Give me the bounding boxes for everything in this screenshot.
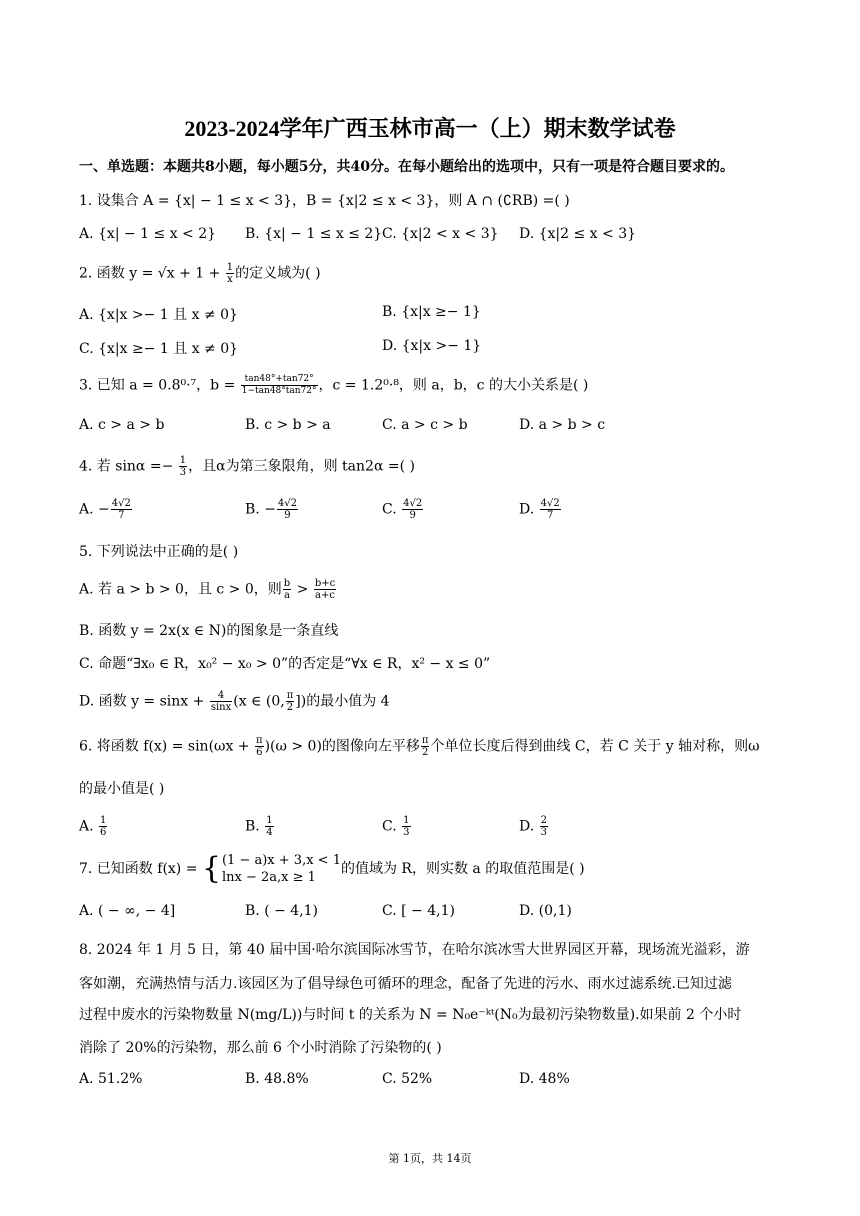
q8-option-a[interactable]: A. 51.2% <box>79 1071 143 1087</box>
q2-option-c[interactable]: C. {x|x ≥− 1 且 x ≠ 0} <box>79 341 239 357</box>
q6-post: 个单位长度后得到曲线 C，若 C 关于 y 轴对称，则ω <box>430 738 760 755</box>
q3-option-c[interactable]: C. a > c > b <box>382 417 468 433</box>
q4-option-c[interactable] <box>382 498 424 521</box>
section-heading: 一、单选题：本题共8小题，每小题5分，共40分。在每小题给出的选项中，只有一项是符合题目要求的。 <box>79 159 734 175</box>
q6-option-d[interactable] <box>519 815 549 838</box>
q6-b-frac <box>265 815 273 838</box>
q5-a-frac1 <box>283 578 291 601</box>
q7-case-2: lnx − 2a,x ≥ 1 <box>221 870 316 885</box>
question-8-line-1: 8. 2024 年 1 月 5 日，第 40 届中国·哈尔滨国际冰雪节，在哈尔滨冰雪大世界园区开幕，现场流光溢彩，游 <box>79 942 750 958</box>
question-5: 5. 下列说法中正确的是( ) <box>79 544 239 560</box>
q5-d-frac1 <box>210 690 232 713</box>
q1-option-b[interactable]: B. {x| − 1 ≤ x ≤ 2} <box>245 226 383 242</box>
question-8-line-4: 消除了 20%的污染物，那么前 6 个小时消除了污染物的( ) <box>79 1040 442 1056</box>
q5-d-mid: (x ∈ (0, <box>233 693 285 710</box>
q7-case-1: (1 − a)x + 3,x < 1 <box>221 853 341 868</box>
q6-option-b[interactable] <box>245 815 275 838</box>
q6-option-a[interactable] <box>79 815 108 838</box>
exam-title: 2023-2024学年广西玉林市高一（上）期末数学试卷 <box>184 116 676 141</box>
q6-f2-den: 2 <box>422 747 429 758</box>
page-footer: 第 1页，共 14页 <box>388 1152 472 1165</box>
question-2 <box>79 262 321 285</box>
q5-a-f2-den: a+c <box>315 590 335 601</box>
q8-option-b[interactable]: B. 48.8% <box>245 1071 309 1087</box>
q7-option-c[interactable]: C. [ − 4,1) <box>382 903 455 919</box>
q4-b-den: 9 <box>284 510 291 521</box>
q5-a-f1-den: a <box>284 590 290 601</box>
q3-frac-num: tan48°+tan72° <box>241 374 318 386</box>
q4-c-frac <box>402 498 423 521</box>
q4-option-d[interactable] <box>519 498 562 521</box>
question-6-line-1 <box>79 735 759 758</box>
q6-a-frac <box>99 815 107 838</box>
q4-frac-den: 3 <box>179 467 187 478</box>
q6-f2-num: π <box>421 735 429 746</box>
q5-option-c[interactable]: C. 命题“∃x₀ ∈ R，x₀² − x₀ > 0”的否定是“∀x ∈ R，x² − x ≤ 0” <box>79 656 491 672</box>
q4-a-den: 7 <box>118 510 125 521</box>
question-8-line-2: 客如潮，充满热情与活力.该园区为了倡导绿色可循环的理念，配备了先进的污水、雨水过滤系统.已知过滤 <box>79 976 732 992</box>
q5-a-frac2 <box>314 578 336 601</box>
q3-frac-den: 1−tan48°tan72° <box>241 386 317 396</box>
brace-symbol: { <box>201 851 221 886</box>
q3-option-d[interactable]: D. a > b > c <box>519 417 606 433</box>
q6-a-den: 6 <box>100 827 107 838</box>
q4-a-num: 4√2 <box>111 498 131 509</box>
q4-stem-pre: 4. 若 sinα =− <box>79 458 178 475</box>
q7-option-a[interactable]: A. ( − ∞, − 4] <box>79 903 176 919</box>
q1-option-d[interactable]: D. {x|2 ≤ x < 3} <box>519 226 637 242</box>
q3-fraction <box>241 374 318 397</box>
q6-f1-num: π <box>255 735 263 746</box>
q7-pre: 7. 已知函数 f(x) = <box>79 861 202 877</box>
q6-a-num: 1 <box>100 815 107 826</box>
q2-option-d[interactable]: D. {x|x >− 1} <box>382 338 482 354</box>
q5-d-f1-num: 4 <box>210 690 232 702</box>
q5-a-pre: A. 若 a > b > 0，且 c > 0，则 <box>79 581 282 598</box>
q1-option-a[interactable]: A. {x| − 1 ≤ x < 2} <box>79 226 217 242</box>
q5-a-gt: > <box>292 581 313 598</box>
q3-option-a[interactable]: A. c > a > b <box>79 417 165 433</box>
q8-option-c[interactable]: C. 52% <box>382 1071 433 1087</box>
q6-frac1 <box>255 735 264 758</box>
q6-b-label: B. <box>245 818 265 835</box>
question-4 <box>79 455 415 478</box>
q6-option-c[interactable] <box>382 815 412 838</box>
q6-b-num: 1 <box>266 815 273 826</box>
q4-b-num: 4√2 <box>277 498 298 509</box>
q6-d-frac <box>540 815 548 838</box>
q5-a-f1-num: b <box>283 578 291 589</box>
q1-option-c[interactable]: C. {x|2 < x < 3} <box>382 226 499 242</box>
q7-cases <box>222 852 341 886</box>
q4-d-frac <box>540 498 561 521</box>
q6-d-label: D. <box>519 818 539 835</box>
q6-a-label: A. <box>79 818 99 835</box>
q4-d-den: 7 <box>547 510 554 521</box>
q7-option-d[interactable]: D. (0,1) <box>519 903 572 919</box>
q6-f1-den: 6 <box>256 747 263 758</box>
q5-d-f1-den: sinx <box>210 702 232 713</box>
q6-c-den: 3 <box>403 827 410 838</box>
q2-option-b[interactable]: B. {x|x ≥− 1} <box>382 304 481 320</box>
q4-option-b[interactable] <box>245 498 299 521</box>
q6-b-den: 4 <box>266 827 273 838</box>
q2-fraction <box>226 262 234 285</box>
q7-post: 的值域为 R，则实数 a 的取值范围是( ) <box>340 861 585 877</box>
question-6-line-2: 的最小值是( ) <box>79 781 165 797</box>
q5-option-d[interactable] <box>79 690 390 713</box>
question-3 <box>79 374 588 397</box>
q5-d-f2-num: π <box>286 690 294 701</box>
q4-a-label: A. − <box>79 501 110 518</box>
q6-frac2 <box>421 735 430 758</box>
q2-stem-pre: 2. 函数 y = √x + 1 + <box>79 265 225 282</box>
q7-option-b[interactable]: B. ( − 4,1) <box>245 903 319 919</box>
q5-d-f2-den: 2 <box>286 702 294 713</box>
q3-option-b[interactable]: B. c > b > a <box>245 417 331 433</box>
q4-c-label: C. <box>382 501 402 518</box>
q6-d-den: 3 <box>540 827 548 838</box>
q4-b-label: B. − <box>245 501 276 518</box>
q2-stem-post: 的定义域为( ) <box>235 265 321 282</box>
q4-d-label: D. <box>519 501 539 518</box>
q5-d-frac2 <box>286 690 295 713</box>
q6-mid: )(ω > 0)的图像向左平移 <box>264 738 420 755</box>
q6-c-num: 1 <box>403 815 410 826</box>
question-8-line-3: 过程中废水的污染物数量 N(mg/L))与时间 t 的关系为 N = N₀e⁻ᵏᵗ(N₀为最初污染物数量).如果前 2 个小时 <box>79 1007 742 1023</box>
q6-d-num: 2 <box>540 815 548 826</box>
q4-frac-num: 1 <box>179 455 187 466</box>
q4-b-frac <box>277 498 298 521</box>
q4-c-num: 4√2 <box>403 498 423 509</box>
q2-option-a[interactable]: A. {x|x >− 1 且 x ≠ 0} <box>79 307 238 323</box>
q2-frac-num: 1 <box>226 262 234 273</box>
q3-stem-post: ，c = 1.2⁰·⁸，则 a，b，c 的大小关系是( ) <box>318 377 589 394</box>
q5-option-b[interactable]: B. 函数 y = 2x(x ∈ N)的图象是一条直线 <box>79 623 339 639</box>
q4-a-frac <box>111 498 132 521</box>
q4-fraction <box>179 455 187 478</box>
question-7 <box>79 852 585 886</box>
q5-option-a[interactable] <box>79 578 337 601</box>
q5-d-pre: D. 函数 y = sinx + <box>79 693 209 710</box>
q5-d-post: ])的最小值为 4 <box>295 693 390 710</box>
q6-c-label: C. <box>382 818 402 835</box>
q6-c-frac <box>402 815 410 838</box>
q4-option-a[interactable] <box>79 498 133 521</box>
q4-c-den: 9 <box>409 510 416 521</box>
q6-pre: 6. 将函数 f(x) = sin(ωx + <box>79 738 254 755</box>
q2-frac-den: x <box>227 274 233 285</box>
q8-option-d[interactable]: D. 48% <box>519 1071 570 1087</box>
q3-stem-pre: 3. 已知 a = 0.8⁰·⁷，b = <box>79 377 240 394</box>
q4-d-num: 4√2 <box>540 498 560 509</box>
q5-a-f2-num: b+c <box>314 578 336 589</box>
q4-stem-post: ，且α为第三象限角，则 tan2α =( ) <box>188 458 415 475</box>
question-1: 1. 设集合 A = {x| − 1 ≤ x < 3}，B = {x|2 ≤ x < 3}，则 A ∩ (∁RB) =( ) <box>79 193 570 209</box>
